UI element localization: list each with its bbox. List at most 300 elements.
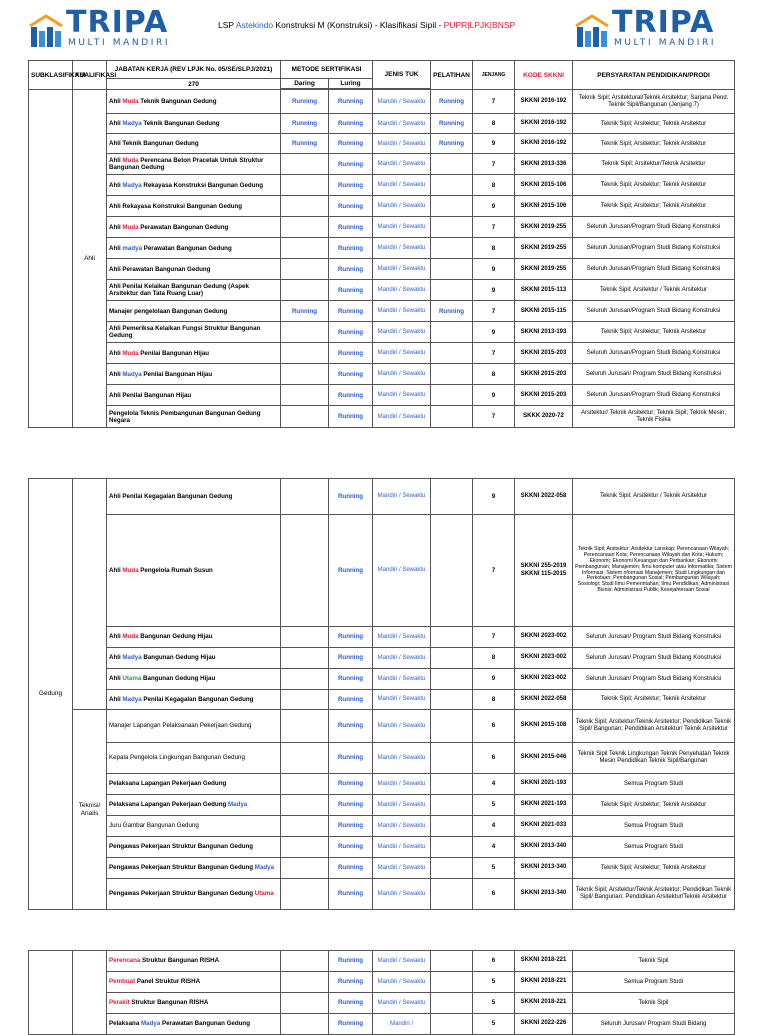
daring-status xyxy=(281,774,329,795)
job-level-label: Muda xyxy=(122,157,139,164)
kode-skkni: SKKNI 2018-221 xyxy=(515,972,573,993)
jenis-tuk: Mandiri / Sewaktu xyxy=(373,385,431,406)
daring-status xyxy=(281,175,329,196)
jenjang-value: 6 xyxy=(473,710,515,743)
job-level-label: Muda xyxy=(122,223,139,231)
table-row xyxy=(29,795,735,816)
table-row xyxy=(29,774,735,795)
jenis-tuk: Mandiri / Sewaktu xyxy=(373,627,431,648)
jenjang-value: 6 xyxy=(473,951,515,972)
persyaratan-text: Teknik Sipil; Arsitektur/Teknik Arsitektur; Pendidikan Teknik Sipil/ Bangunan; Pendidikan Arsitektur/ Teknik Arsitektur xyxy=(573,710,735,743)
jenjang-value: 8 xyxy=(473,114,515,134)
daring-status xyxy=(281,795,329,816)
job-level-label: Utama xyxy=(254,890,274,898)
job-title-text: Ahli xyxy=(109,695,123,703)
job-title xyxy=(107,259,281,280)
subklasifikasi-cell xyxy=(29,951,73,1035)
table-row xyxy=(29,364,735,385)
pelatihan-status xyxy=(431,406,473,428)
table-row xyxy=(29,951,735,972)
luring-status: Running xyxy=(329,993,373,1014)
job-title xyxy=(107,879,281,910)
kode-skkni: SKKNI 2019-255 xyxy=(515,238,573,259)
persyaratan-text: Teknik Sipil; Arsitektur; Teknik Arsitektur xyxy=(573,795,735,816)
pelatihan-status xyxy=(431,1014,473,1035)
jenjang-value: 8 xyxy=(473,648,515,669)
page-title xyxy=(218,20,515,30)
daring-status xyxy=(281,993,329,1014)
jenjang-value: 4 xyxy=(473,816,515,837)
jenjang-value: 9 xyxy=(473,322,515,343)
title-part: Konstruksi M (Konstruksi) - Klasifikasi Sipil - xyxy=(273,20,444,30)
luring-status: Running xyxy=(329,858,373,879)
kode-skkni: SKKNI 2019-255 xyxy=(515,259,573,280)
job-level-label: Perakit xyxy=(109,999,130,1007)
job-title-text: Ahli Rekayasa Konstruksi Bangunan Gedung xyxy=(109,202,243,210)
persyaratan-text: Seluruh Jurusan/Program Studi Bidang Konstruksi xyxy=(573,259,735,280)
luring-status: Running xyxy=(329,280,373,301)
persyaratan-text: Teknik Sipil; Arsitektur; Teknik Arsitektur xyxy=(573,175,735,196)
jenis-tuk: Mandiri / Sewaktu xyxy=(373,690,431,710)
persyaratan-text: Teknik Sipil; Arsitektur / Teknik Arsitektur xyxy=(573,479,735,515)
pelatihan-status xyxy=(431,154,473,175)
kode-skkni: SKKNI 2021-033 xyxy=(515,816,573,837)
jenis-tuk: Mandiri / Sewaktu xyxy=(373,406,431,428)
kode-skkni: SKKNI 2015-115 xyxy=(515,301,573,322)
subklasifikasi-cell xyxy=(29,90,73,428)
job-level-label: Muda xyxy=(122,633,139,641)
pelatihan-status xyxy=(431,858,473,879)
table-row xyxy=(29,196,735,217)
jenjang-value: 8 xyxy=(473,175,515,196)
job-title xyxy=(107,648,281,669)
daring-status xyxy=(281,479,329,515)
kode-skkni: SKKNI 2015-108 xyxy=(515,710,573,743)
pelatihan-status xyxy=(431,343,473,364)
luring-status: Running xyxy=(329,134,373,154)
job-title-text: Ahli xyxy=(109,157,123,164)
luring-status: Running xyxy=(329,648,373,669)
job-title xyxy=(107,301,281,322)
job-level-label: Madya xyxy=(122,120,142,128)
luring-status: Running xyxy=(329,816,373,837)
pelatihan-status xyxy=(431,648,473,669)
title-part: PUPR|LPJK|BNSP xyxy=(443,20,516,30)
kualifikasi-cell xyxy=(73,951,107,1035)
col-jenjang: JENJANG xyxy=(473,61,515,90)
table-row xyxy=(29,743,735,774)
job-title-text: Ahli xyxy=(109,370,123,378)
job-title-text: Penilai Kegagalan Bangunan Gedung xyxy=(141,695,254,703)
pelatihan-status xyxy=(431,774,473,795)
job-title xyxy=(107,951,281,972)
job-title-text: Ahli xyxy=(109,120,123,128)
jenis-tuk: Mandiri / Sewaktu xyxy=(373,280,431,301)
job-level-label: Madya xyxy=(227,801,248,809)
kode-skkni: SKKNI 2023-002 xyxy=(515,669,573,690)
luring-status: Running xyxy=(329,515,373,627)
luring-status: Running xyxy=(329,90,373,114)
job-title-text: Pelaksana Lapangan Pekerjaan Gedung xyxy=(109,801,228,809)
persyaratan-text: Semua Program Studi xyxy=(573,972,735,993)
job-title xyxy=(107,993,281,1014)
luring-status: Running xyxy=(329,114,373,134)
jenjang-value: 7 xyxy=(473,154,515,175)
job-level-label: Madya xyxy=(141,1020,161,1028)
job-title-text: Struktur Bangunan RISHA xyxy=(140,957,220,965)
job-title xyxy=(107,627,281,648)
daring-status xyxy=(281,879,329,910)
jenis-tuk: Mandiri / Sewaktu xyxy=(373,364,431,385)
col-daring: Daring xyxy=(281,79,329,89)
persyaratan-text: Seluruh Jurusan/ Program Studi Bidang Konstruksi xyxy=(573,627,735,648)
luring-status: Running xyxy=(329,238,373,259)
logo-subtitle: MULTI MANDIRI xyxy=(68,38,171,48)
persyaratan-text: Seluruh Jurusan/ Program Studi Bidang Konstruksi xyxy=(573,364,735,385)
jenjang-value: 5 xyxy=(473,795,515,816)
daring-status xyxy=(281,364,329,385)
jenjang-value: 6 xyxy=(473,879,515,910)
table-row xyxy=(29,858,735,879)
job-title-text: Teknik Bangunan Gedung xyxy=(138,98,217,106)
jenis-tuk: Mandiri / Sewaktu xyxy=(373,114,431,134)
table-row xyxy=(29,259,735,280)
luring-status: Running xyxy=(329,259,373,280)
job-title-text: Ahli Penilai Kelaikan Bangunan Gedung (Aspek Arsitektur dan Tata Ruang Luar) xyxy=(109,283,249,298)
col-subklasifikasi: SUBKLASIFIKASI xyxy=(29,61,73,90)
table-row xyxy=(29,175,735,196)
luring-status: Running xyxy=(329,196,373,217)
jenis-tuk: Mandiri / Sewaktu xyxy=(373,90,431,114)
kode-skkni: SKKNI 2023-002 xyxy=(515,627,573,648)
job-level-label: Madya xyxy=(254,864,275,872)
persyaratan-text: Teknik Sipil; Arsitektural/Teknik Arsitektur; Sarjana Pend. Teknik Sipil/Bangunan (Jenjang 7) xyxy=(573,90,735,114)
persyaratan-text: Semua Program Studi xyxy=(573,774,735,795)
persyaratan-text: Teknik Sipil; Arsitektur / Teknik Arsitektur xyxy=(573,280,735,301)
jenis-tuk: Mandiri / Sewaktu xyxy=(373,343,431,364)
luring-status: Running xyxy=(329,795,373,816)
job-title-text: Pengawas Pekerjaan Struktur Bangunan Gedung xyxy=(109,864,255,872)
kode-skkni: SKKNI 2022-058 xyxy=(515,690,573,710)
jenjang-value: 8 xyxy=(473,238,515,259)
daring-status xyxy=(281,669,329,690)
job-title xyxy=(107,196,281,217)
job-title-text: Perencana Beton Pracetak Untuk Struktur Bangunan Gedung xyxy=(109,157,264,172)
pelatihan-status xyxy=(431,710,473,743)
kode-skkni: SKKNI 2013-340 xyxy=(515,858,573,879)
persyaratan-text: Semua Program Studi xyxy=(573,837,735,858)
job-title-text: Manajer Lapangan Pelaksanaan Pekerjaan Gedung xyxy=(109,722,252,730)
job-title-text: Perawatan Bangunan Gedung xyxy=(142,244,232,252)
daring-status xyxy=(281,343,329,364)
luring-status: Running xyxy=(329,669,373,690)
jenis-tuk: Mandiri / Sewaktu xyxy=(373,972,431,993)
job-title-text: Pelaksana xyxy=(109,1020,141,1028)
building-logo-icon xyxy=(28,14,64,48)
table-row xyxy=(29,217,735,238)
table-row xyxy=(29,627,735,648)
table-row xyxy=(29,406,735,428)
daring-status xyxy=(281,648,329,669)
job-title-text: Bangunan Gedung Hijau xyxy=(138,633,213,641)
daring-status xyxy=(281,710,329,743)
jenis-tuk: Mandiri / Sewaktu xyxy=(373,154,431,175)
job-title-text: Pengelola Rumah Susun xyxy=(138,566,213,574)
daring-status xyxy=(281,972,329,993)
certification-table-risha xyxy=(28,950,735,1035)
job-title-text: Ahli xyxy=(109,654,123,662)
col-persyaratan: PERSYARATAN PENDIDIKAN/PRODI xyxy=(573,61,735,90)
luring-status: Running xyxy=(329,627,373,648)
jenjang-value: 9 xyxy=(473,669,515,690)
jenis-tuk: Mandiri / Sewaktu xyxy=(373,774,431,795)
jenis-tuk: Mandiri / Sewaktu xyxy=(373,217,431,238)
persyaratan-text: Teknik Sipil; Arsitektur; Teknik Arsitektur xyxy=(573,690,735,710)
table-row xyxy=(29,972,735,993)
table-row xyxy=(29,154,735,175)
job-level-label: Perencana xyxy=(109,957,141,965)
pelatihan-status xyxy=(431,795,473,816)
kode-skkni: SKKNI 2018-221 xyxy=(515,951,573,972)
jenjang-value: 7 xyxy=(473,90,515,114)
job-title xyxy=(107,795,281,816)
table-row xyxy=(29,710,735,743)
daring-status xyxy=(281,154,329,175)
pelatihan-status xyxy=(431,364,473,385)
kode-skkni: SKKNI 2013-340 xyxy=(515,879,573,910)
job-title xyxy=(107,816,281,837)
jenjang-value: 9 xyxy=(473,280,515,301)
job-level-label: Pembuat xyxy=(109,978,136,986)
job-title xyxy=(107,364,281,385)
pelatihan-status xyxy=(431,879,473,910)
job-title xyxy=(107,343,281,364)
jenjang-value: 7 xyxy=(473,301,515,322)
daring-status xyxy=(281,816,329,837)
certification-table-ahli xyxy=(28,60,735,428)
pelatihan-status: Running xyxy=(431,90,473,114)
kualifikasi-cell xyxy=(73,479,107,710)
table-row xyxy=(29,993,735,1014)
jenjang-value: 9 xyxy=(473,259,515,280)
table-row xyxy=(29,648,735,669)
jabatan-count: 270 xyxy=(107,79,281,90)
logo-wordmark: TRIPA xyxy=(612,5,715,40)
luring-status: Running xyxy=(329,301,373,322)
persyaratan-text: Teknik Sipil; Arsitektur/Teknik Arsitektur xyxy=(573,154,735,175)
jenis-tuk: Mandiri / Sewaktu xyxy=(373,515,431,627)
daring-status xyxy=(281,515,329,627)
job-title xyxy=(107,90,281,114)
table-row xyxy=(29,816,735,837)
luring-status: Running xyxy=(329,972,373,993)
persyaratan-text: Teknik Sipil; Arsitektur; Arsitektur Lanskap; Perencanaan Wilayah; Perencanaan Kota; Perencanaan Wilayah dan Kota; Hukum; Ekonomi; Ekonomi Keuangan dan Perbankan; Ekonomi Pembangunan; Manajemen; Ilmu komputer atau Informatika; Sistem Informasi; Sistem nformasi Manajemen; Studi Lingkungan dan Perkotaan; Pembangunan Sosial; Pembangunan Wilayah; Sosiologi; Studi Ilmu Pemerintahan; Ilmu Pendidikan; Administrasi Bisnis; Administrasi Publik; Kesejahteraan Sosial xyxy=(573,515,735,627)
daring-status xyxy=(281,627,329,648)
luring-status: Running xyxy=(329,385,373,406)
persyaratan-text: Arsitektur/ Teknik Arsitektur; Teknik Sipil; Teknik Mesin; Teknik Fisika xyxy=(573,406,735,428)
job-title-text: Rekayasa Konstruksi Bangunan Gedung xyxy=(141,181,264,189)
jenjang-value: 9 xyxy=(473,196,515,217)
table-row xyxy=(29,343,735,364)
job-title-text: Ahli Teknik Bangunan Gedung xyxy=(109,140,199,148)
job-title-text: Bangunan Gedung Hijau xyxy=(141,654,216,662)
kode-skkni: SKKNI 2021-193 xyxy=(515,795,573,816)
kode-skkni: SKKNI 2021-193 xyxy=(515,774,573,795)
daring-status xyxy=(281,322,329,343)
job-title-text: Perawatan Bangunan Gedung xyxy=(138,223,229,231)
jenjang-value: 8 xyxy=(473,690,515,710)
daring-status: Running xyxy=(281,114,329,134)
job-title-text: Ahli xyxy=(109,98,123,106)
job-title xyxy=(107,406,281,428)
persyaratan-text: Teknik Sipil; Arsitektur; Teknik Arsitektur xyxy=(573,114,735,134)
table-row xyxy=(29,1014,735,1035)
col-luring: Luring xyxy=(329,79,373,89)
daring-status xyxy=(281,238,329,259)
table-row xyxy=(29,114,735,134)
luring-status: Running xyxy=(329,837,373,858)
luring-status: Running xyxy=(329,951,373,972)
daring-status xyxy=(281,196,329,217)
col-pelatihan: PELATIHAN xyxy=(431,61,473,90)
pelatihan-status xyxy=(431,951,473,972)
persyaratan-text: Seluruh Jurusan/ Program Studi Bidang Konstruksi xyxy=(573,648,735,669)
job-title-text: Penilai Bangunan Hijau xyxy=(141,370,213,378)
jenis-tuk: Mandiri / Sewaktu xyxy=(373,816,431,837)
table-row xyxy=(29,479,735,515)
jenjang-value: 9 xyxy=(473,134,515,154)
daring-status xyxy=(281,837,329,858)
kode-skkni: SKKNI 2022-058 xyxy=(515,479,573,515)
pelatihan-status xyxy=(431,479,473,515)
jenjang-value: 5 xyxy=(473,1014,515,1035)
job-title xyxy=(107,175,281,196)
jenjang-value: 4 xyxy=(473,837,515,858)
job-level-label: Madya xyxy=(122,370,142,378)
jenis-tuk: Mandiri / Sewaktu xyxy=(373,993,431,1014)
job-title xyxy=(107,217,281,238)
jenis-tuk: Mandiri / Sewaktu xyxy=(373,479,431,515)
job-title xyxy=(107,1014,281,1035)
daring-status xyxy=(281,858,329,879)
pelatihan-status: Running xyxy=(431,134,473,154)
certification-table-gedung xyxy=(28,478,735,910)
building-logo-icon xyxy=(574,14,610,48)
kode-skkni: SKKNI 2015-046 xyxy=(515,743,573,774)
title-part: LSP xyxy=(218,20,236,30)
table-row xyxy=(29,134,735,154)
jenis-tuk: Mandiri / Sewaktu xyxy=(373,196,431,217)
job-title xyxy=(107,774,281,795)
col-kode-skkni: KODE SKKNI xyxy=(515,61,573,90)
job-title xyxy=(107,743,281,774)
pelatihan-status xyxy=(431,837,473,858)
job-title-text: Manajer pengelolaan Bangunan Gedung xyxy=(109,307,228,315)
luring-status: Running xyxy=(329,175,373,196)
persyaratan-text: Seluruh Jurusan/Program Studi Bidang Konstruksi xyxy=(573,301,735,322)
persyaratan-text: Teknik Sipil; Arsitektur; Teknik Arsitektur xyxy=(573,134,735,154)
job-title xyxy=(107,385,281,406)
daring-status xyxy=(281,217,329,238)
persyaratan-text: Semua Program Studi xyxy=(573,816,735,837)
company-logo-right xyxy=(574,5,717,48)
job-title xyxy=(107,515,281,627)
daring-status xyxy=(281,406,329,428)
jenis-tuk: Mandiri / Sewaktu xyxy=(373,669,431,690)
job-level-label: Muda xyxy=(122,98,139,106)
job-title-text: Pengawas Pekerjaan Struktur Bangunan Gedung xyxy=(109,890,255,898)
jenjang-value: 4 xyxy=(473,774,515,795)
job-title-text: Teknik Bangunan Gedung xyxy=(141,120,220,128)
pelatihan-status xyxy=(431,175,473,196)
daring-status xyxy=(281,1014,329,1035)
kode-skkni: SKKNI 2015-106 xyxy=(515,175,573,196)
jenis-tuk: Mandiri / xyxy=(373,1014,431,1035)
persyaratan-text: Seluruh Jurusan/Program Studi Bidang Konstruksi xyxy=(573,238,735,259)
persyaratan-text: Teknik Sipil xyxy=(573,993,735,1014)
jenjang-value: 5 xyxy=(473,993,515,1014)
logo-subtitle: MULTI MANDIRI xyxy=(614,38,717,48)
daring-status xyxy=(281,259,329,280)
jenjang-value: 7 xyxy=(473,515,515,627)
job-title-text: Ahli Perawatan Bangunan Gedung xyxy=(109,265,211,273)
jenjang-value: 7 xyxy=(473,406,515,428)
job-title xyxy=(107,858,281,879)
jenis-tuk: Mandiri / Sewaktu xyxy=(373,238,431,259)
table-row xyxy=(29,90,735,114)
table-row xyxy=(29,280,735,301)
jenjang-value: 8 xyxy=(473,364,515,385)
persyaratan-text: Teknik Sipil; Arsitektur/Teknik Arsitektur; Pendidikan Teknik Sipil/ Bangunan; Pendidikan Arsitektur/Teknik Arsitektur xyxy=(573,879,735,910)
jenjang-value: 7 xyxy=(473,343,515,364)
persyaratan-text: Seluruh Jurusan/Program Studi Bidang Konstruksi xyxy=(573,385,735,406)
persyaratan-text: Seluruh Jurusan/ Program Studi Bidang Konstruksi xyxy=(573,669,735,690)
daring-status xyxy=(281,690,329,710)
job-title-text: Pelaksana Lapangan Pekerjaan Gedung xyxy=(109,780,227,788)
jenis-tuk: Mandiri / Sewaktu xyxy=(373,951,431,972)
daring-status xyxy=(281,280,329,301)
jenis-tuk: Mandiri / Sewaktu xyxy=(373,134,431,154)
job-title xyxy=(107,114,281,134)
col-jabatan: JABATAN KERJA (REV LPJK No. 05/SE/SLPJ/2021) xyxy=(107,61,281,79)
job-title-text: Pengawas Pekerjaan Struktur Bangunan Gedung xyxy=(109,843,254,851)
luring-status: Running xyxy=(329,710,373,743)
table-row xyxy=(29,669,735,690)
luring-status: Running xyxy=(329,364,373,385)
daring-status xyxy=(281,743,329,774)
pelatihan-status xyxy=(431,627,473,648)
pelatihan-status xyxy=(431,669,473,690)
job-title xyxy=(107,134,281,154)
jenjang-value: 9 xyxy=(473,479,515,515)
kode-skkni: SKKNI 2015-113 xyxy=(515,280,573,301)
job-title-text: Ahli Penilai Bangunan Hijau xyxy=(109,391,192,399)
job-title-text: Ahli xyxy=(109,244,123,252)
jenjang-value: 5 xyxy=(473,858,515,879)
jenis-tuk: Mandiri / Sewaktu xyxy=(373,743,431,774)
job-title-text: Ahli xyxy=(109,223,123,231)
persyaratan-text: Teknik Sipil Teknik Lingkungan Teknik Penyehatan Teknik Mesin Pendidikan Teknik Sipil/Bangunan xyxy=(573,743,735,774)
table-row xyxy=(29,238,735,259)
jenis-tuk: Mandiri / Sewaktu xyxy=(373,301,431,322)
col-metode: METODE SERTIFIKASI xyxy=(281,61,373,79)
persyaratan-text: Seluruh Jurusan/Program Studi Bidang Konstruksi xyxy=(573,217,735,238)
pelatihan-status xyxy=(431,972,473,993)
job-title-text: Penilai Bangunan Hijau xyxy=(138,349,210,357)
job-level-label: Madya xyxy=(122,181,142,189)
pelatihan-status xyxy=(431,690,473,710)
job-title-text: Perawatan Bangunan Gedung xyxy=(160,1020,250,1028)
